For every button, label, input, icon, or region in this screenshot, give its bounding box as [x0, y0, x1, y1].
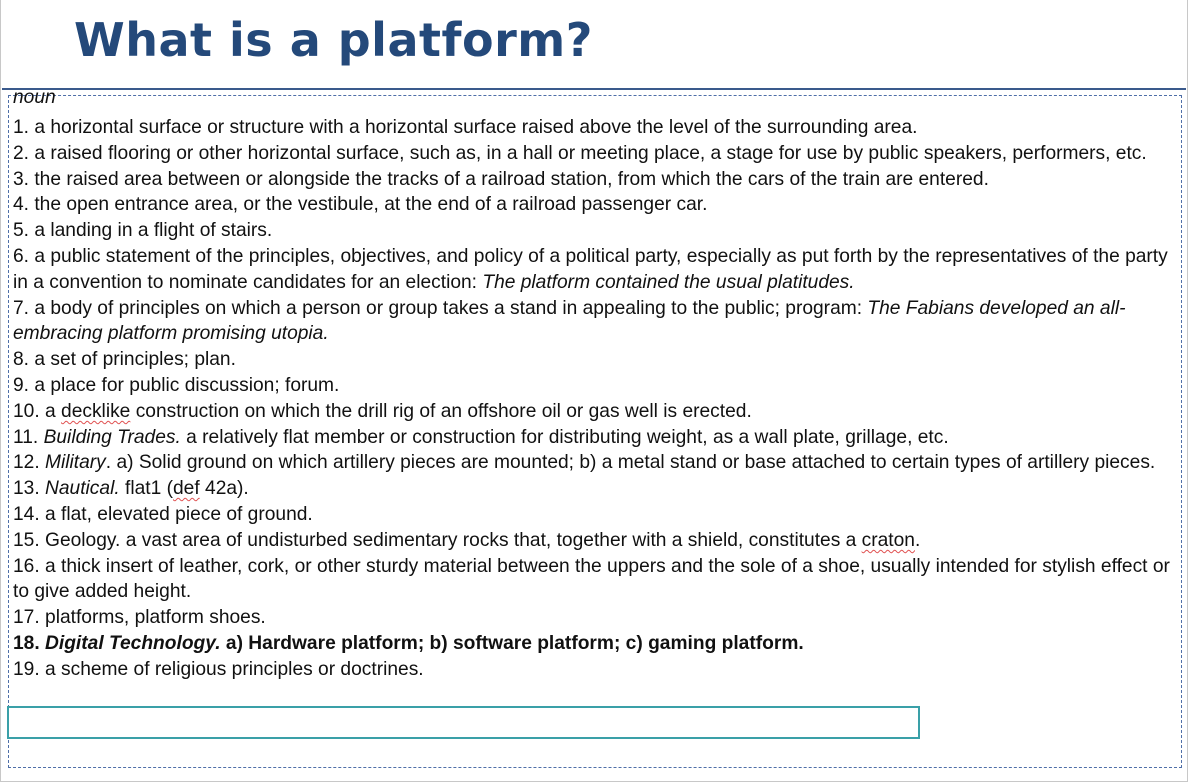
field-label: Military — [39, 452, 106, 474]
definition-entry-6 — [13, 244, 1179, 296]
entry-text: 42a). — [199, 478, 249, 500]
definition-list — [13, 89, 1179, 679]
slide-title: What is a platform? — [74, 13, 593, 67]
entry-number: 17. — [13, 607, 40, 629]
entry-text: a) Hardware platform; b) software platform; c) gaming platform. — [220, 632, 804, 654]
entry-number: 14. — [13, 503, 40, 525]
entry-number: 3. — [13, 168, 30, 190]
field-label: Building Trades. — [38, 426, 181, 448]
definition-entry-3 — [13, 167, 1179, 193]
definition-entry-17 — [13, 605, 1179, 631]
entry-number: 19. — [13, 658, 40, 679]
entry-number: 10. — [13, 400, 40, 422]
definition-entry-12 — [13, 450, 1179, 476]
definition-entry-8 — [13, 347, 1179, 373]
entry-text: a body of principles on which a person or group takes a stand in appealing to the public; program: — [29, 297, 868, 319]
field-label: Digital Technology. — [39, 632, 221, 654]
entry-number: 18. — [13, 632, 40, 654]
misspelled-word: decklike — [61, 400, 131, 422]
definition-entry-10 — [13, 399, 1179, 425]
entry-number: 7. — [13, 297, 30, 319]
entry-text: a — [39, 400, 62, 422]
entry-number: 9. — [13, 374, 30, 396]
usage-example: The Fabians developed an all-embracing platform promising utopia. — [13, 297, 1126, 345]
entry-text: the open entrance area, or the vestibule, at the end of a railroad passenger car. — [29, 194, 708, 216]
definition-entry-1 — [13, 115, 1179, 141]
entry-text: . a) Solid ground on which artillery pieces are mounted; b) a metal stand or base attached to certain types of artillery pieces. — [105, 452, 1156, 474]
definition-entry-19 — [13, 657, 1179, 679]
entry-number: 5. — [13, 220, 30, 242]
definition-entry-18 — [13, 631, 1179, 657]
definition-entry-13 — [13, 476, 1179, 502]
entry-text: the raised area between or alongside the tracks of a railroad station, from which the cars of the train are entered. — [29, 168, 989, 190]
field-label: Nautical. — [39, 478, 120, 500]
entry-text: a raised flooring or other horizontal surface, such as, in a hall or meeting place, a stage for use by public speakers, performers, etc. — [29, 142, 1147, 164]
definition-entry-9 — [13, 373, 1179, 399]
misspelled-word: craton — [861, 529, 915, 551]
entry-number: 2. — [13, 142, 30, 164]
entry-text: platforms, platform shoes. — [39, 607, 266, 629]
entry-text: flat1 ( — [119, 478, 173, 500]
entry-number: 16. — [13, 555, 40, 577]
entry-text: a thick insert of leather, cork, or other sturdy material between the uppers and the sole of a shoe, usually intended for stylish effect or to give added height. — [13, 555, 1170, 603]
entry-text: Geology. a vast area of undisturbed sedimentary rocks that, together with a shield, constitutes a — [39, 529, 862, 551]
usage-example: The platform contained the usual platitudes. — [482, 271, 855, 293]
entry-text: a landing in a flight of stairs. — [29, 220, 273, 242]
entry-text: . — [914, 529, 921, 551]
part-of-speech: noun — [13, 89, 56, 108]
entry-text: a flat, elevated piece of ground. — [39, 503, 313, 525]
entry-number: 12. — [13, 452, 40, 474]
entry-text: a relatively flat member or construction for distributing weight, as a wall plate, grillage, etc. — [180, 426, 949, 448]
entry-text: a place for public discussion; forum. — [29, 374, 340, 396]
entry-number: 11. — [13, 426, 39, 448]
entry-text: a scheme of religious principles or doctrines. — [39, 658, 424, 679]
entry-text: a horizontal surface or structure with a horizontal surface raised above the level of the surrounding area. — [29, 117, 918, 138]
entry-number: 4. — [13, 194, 30, 216]
entry-number: 13. — [13, 478, 40, 500]
misspelled-word: def — [173, 478, 200, 500]
definition-entry-11 — [13, 425, 1179, 451]
definition-entry-14 — [13, 502, 1179, 528]
definition-entry-16 — [13, 554, 1179, 606]
entry-text: a set of principles; plan. — [29, 349, 236, 371]
entry-number: 1. — [13, 117, 30, 138]
highlight-box[interactable] — [7, 706, 920, 739]
entry-number: 8. — [13, 349, 30, 371]
entry-text: a public statement of the principles, objectives, and policy of a political party, especially as put forth by the representatives of the party in a convention to nominate candidates for an election: — [13, 245, 1168, 293]
definition-entry-2 — [13, 141, 1179, 167]
definition-entry-15 — [13, 528, 1179, 554]
definition-entry-7 — [13, 296, 1179, 348]
entry-number: 6. — [13, 245, 30, 267]
entry-text: construction on which the drill rig of an offshore oil or gas well is erected. — [130, 400, 752, 422]
definition-entry-4 — [13, 192, 1179, 218]
entry-number: 15. — [13, 529, 40, 551]
definition-entry-5 — [13, 218, 1179, 244]
